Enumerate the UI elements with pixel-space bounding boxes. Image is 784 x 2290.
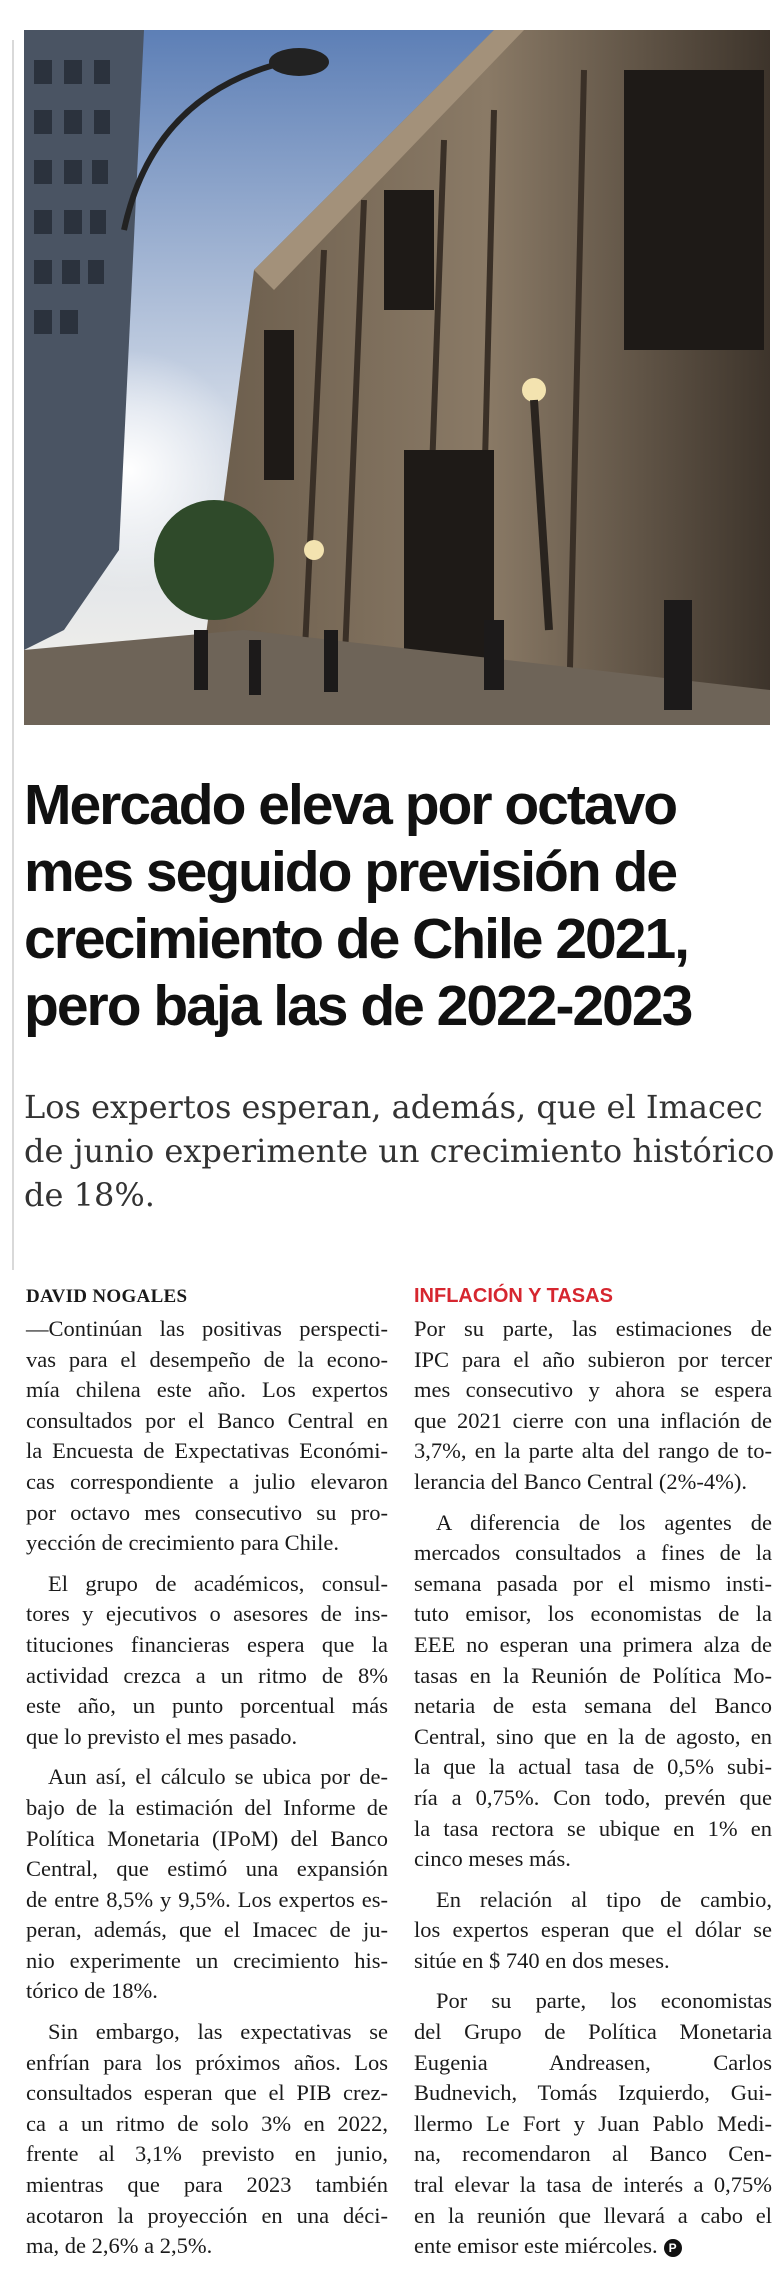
text-line: frente al 3,1% previsto en junio, [26, 2141, 388, 2167]
text-line: llermo Le Fort y Juan Pablo Medi- [414, 2110, 772, 2136]
text-line: A diferencia de los agentes de [436, 1509, 772, 1535]
paragraph [414, 1986, 772, 2261]
paragraph-gap [26, 1559, 388, 1569]
text-line: EEE no esperan una primera alza de [414, 1631, 772, 1657]
headline [24, 772, 764, 1040]
text-line: ma, de 2,6% a 2,5%. [26, 2233, 213, 2259]
byline: DAVID NOGALES [26, 1286, 188, 1307]
text-line: tasas en la Reunión de Política Mo- [414, 1662, 772, 1688]
paragraph [26, 1314, 388, 1559]
paragraph [26, 1569, 388, 1753]
text-line: cas correspondiente a julio elevaron [26, 1468, 388, 1494]
text-line: acotaron la proyección en una déci- [26, 2202, 388, 2228]
end-mark-icon: P [664, 2239, 682, 2257]
text-line: que 2021 cierre con una inflación de [414, 1407, 772, 1433]
deck [24, 1085, 775, 1217]
right-column [414, 1283, 772, 2262]
text-line: de entre 8,5% y 9,5%. Los expertos es- [26, 1886, 388, 1912]
text-line: mía chilena este año. Los expertos [26, 1377, 388, 1403]
text-line: ca a un ritmo de solo 3% en 2022, [26, 2110, 388, 2136]
text-line: sitúe en $ 740 en dos meses. [414, 1947, 670, 1973]
deck-line: Los expertos esperan, además, que el Imacec [24, 1088, 763, 1126]
headline-line: crecimiento de Chile 2021, [24, 907, 688, 971]
text-line: por octavo mes consecutivo su pro- [26, 1499, 388, 1525]
text-line: tral elevar la tasa de interés a 0,75% [414, 2172, 772, 2198]
text-line: que lo previsto el mes pasado. [26, 1723, 298, 1749]
text-line: ría a 0,75%. Con todo, prevén que [414, 1784, 772, 1810]
text-line: lerancia del Banco Central (2%-4%). [414, 1468, 747, 1494]
paragraph-gap [26, 2007, 388, 2017]
text-line: Budnevich, Tomás Izquierdo, Gui- [414, 2080, 772, 2106]
text-line: cinco meses más. [414, 1846, 571, 1872]
bank-building-photo [24, 30, 770, 725]
text-line: Aun así, el cálculo se ubica por de- [48, 1764, 388, 1790]
text-line: na, recomendaron al Banco Cen- [414, 2141, 772, 2167]
paragraph [414, 1508, 772, 1875]
text-line: En relación al tipo de cambio, [436, 1886, 772, 1912]
text-line: actividad crezca a un ritmo de 8% [26, 1662, 388, 1688]
text-line: Por su parte, los economistas [436, 1988, 772, 2014]
paragraph [414, 1885, 772, 1977]
column-rule [12, 40, 14, 1270]
text-line: yección de crecimiento para Chile. [26, 1530, 339, 1556]
text-line: bajo de la estimación del Informe de [26, 1794, 388, 1820]
text-line: enfrían para los próximos años. Los [26, 2049, 388, 2075]
paragraph-gap [414, 1976, 772, 1986]
article-photo [24, 30, 770, 725]
text-line: peran, además, que el Imacec de ju- [26, 1917, 388, 1943]
text-line: del Grupo de Política Monetaria [414, 2019, 772, 2045]
text-line: este año, un punto porcentual más [26, 1693, 388, 1719]
text-line [414, 2231, 772, 2262]
deck-line: de 18%. [24, 1176, 155, 1214]
text-line: consultados esperan que el PIB crez- [26, 2080, 388, 2106]
left-column [26, 1283, 388, 2262]
text-line: consultados por el Banco Central en [26, 1407, 388, 1433]
text-line: tórico de 18%. [26, 1978, 158, 2004]
text-line: la Encuesta de Expectativas Económi- [26, 1438, 388, 1464]
text-line: Sin embargo, las expectativas se [48, 2019, 388, 2045]
text-line: Política Monetaria (IPoM) del Banco [26, 1825, 388, 1851]
text-line: Por su parte, las estimaciones de [414, 1316, 772, 1341]
text-line: nio experimente un crecimiento his- [26, 1947, 388, 1973]
text-line: mientras que para 2023 también [26, 2172, 388, 2198]
text-line: Central, que estimó una expansión [26, 1856, 388, 1882]
paragraph-gap [26, 1752, 388, 1762]
headline-line: mes seguido previsión de [24, 840, 677, 904]
text-line: netaria de esta semana del Banco [414, 1693, 772, 1719]
paragraph-gap [414, 1498, 772, 1508]
text-line: la que la actual tasa de 0,5% subi- [414, 1754, 772, 1780]
text-line: 3,7%, en la parte alta del rango de to- [414, 1438, 772, 1464]
text-line: la tasa rectora se ubique en 1% en [414, 1815, 772, 1841]
headline-line: Mercado eleva por octavo [24, 773, 677, 837]
paragraph [414, 1314, 772, 1498]
text-line: El grupo de académicos, consul- [48, 1570, 388, 1596]
text-line: los expertos esperan que el dólar se [414, 1917, 772, 1943]
last-line-text: ente emisor este miércoles. [414, 2233, 658, 2259]
text-line: mes consecutivo y ahora se espera [414, 1377, 772, 1403]
paragraph [26, 2017, 388, 2262]
section-subhead: INFLACIÓN Y TASAS [414, 1285, 613, 1307]
text-line: semana pasada por el mismo insti- [414, 1570, 772, 1596]
text-line: tituciones financieras espera que la [26, 1631, 388, 1657]
text-line: Central, sino que en la de agosto, en [414, 1723, 772, 1749]
paragraph [26, 1762, 388, 2007]
text-line: Eugenia Andreasen, Carlos [414, 2049, 772, 2075]
paragraph-gap [414, 1875, 772, 1885]
text-line: —Continúan las positivas perspecti- [26, 1316, 388, 1341]
text-line: IPC para el año subieron por tercer [414, 1346, 772, 1372]
text-line: vas para el desempeño de la econo- [26, 1346, 388, 1372]
text-line: en la reunión que llevará a cabo el [414, 2202, 772, 2228]
text-line: mercados consultados a fines de la [414, 1540, 772, 1566]
text-line: tuto emisor, los economistas de la [414, 1601, 772, 1627]
headline-line: pero baja las de 2022-2023 [24, 974, 692, 1038]
deck-line: de junio experimente un crecimiento histórico [24, 1132, 775, 1170]
text-line: tores y ejecutivos o asesores de ins- [26, 1601, 388, 1627]
